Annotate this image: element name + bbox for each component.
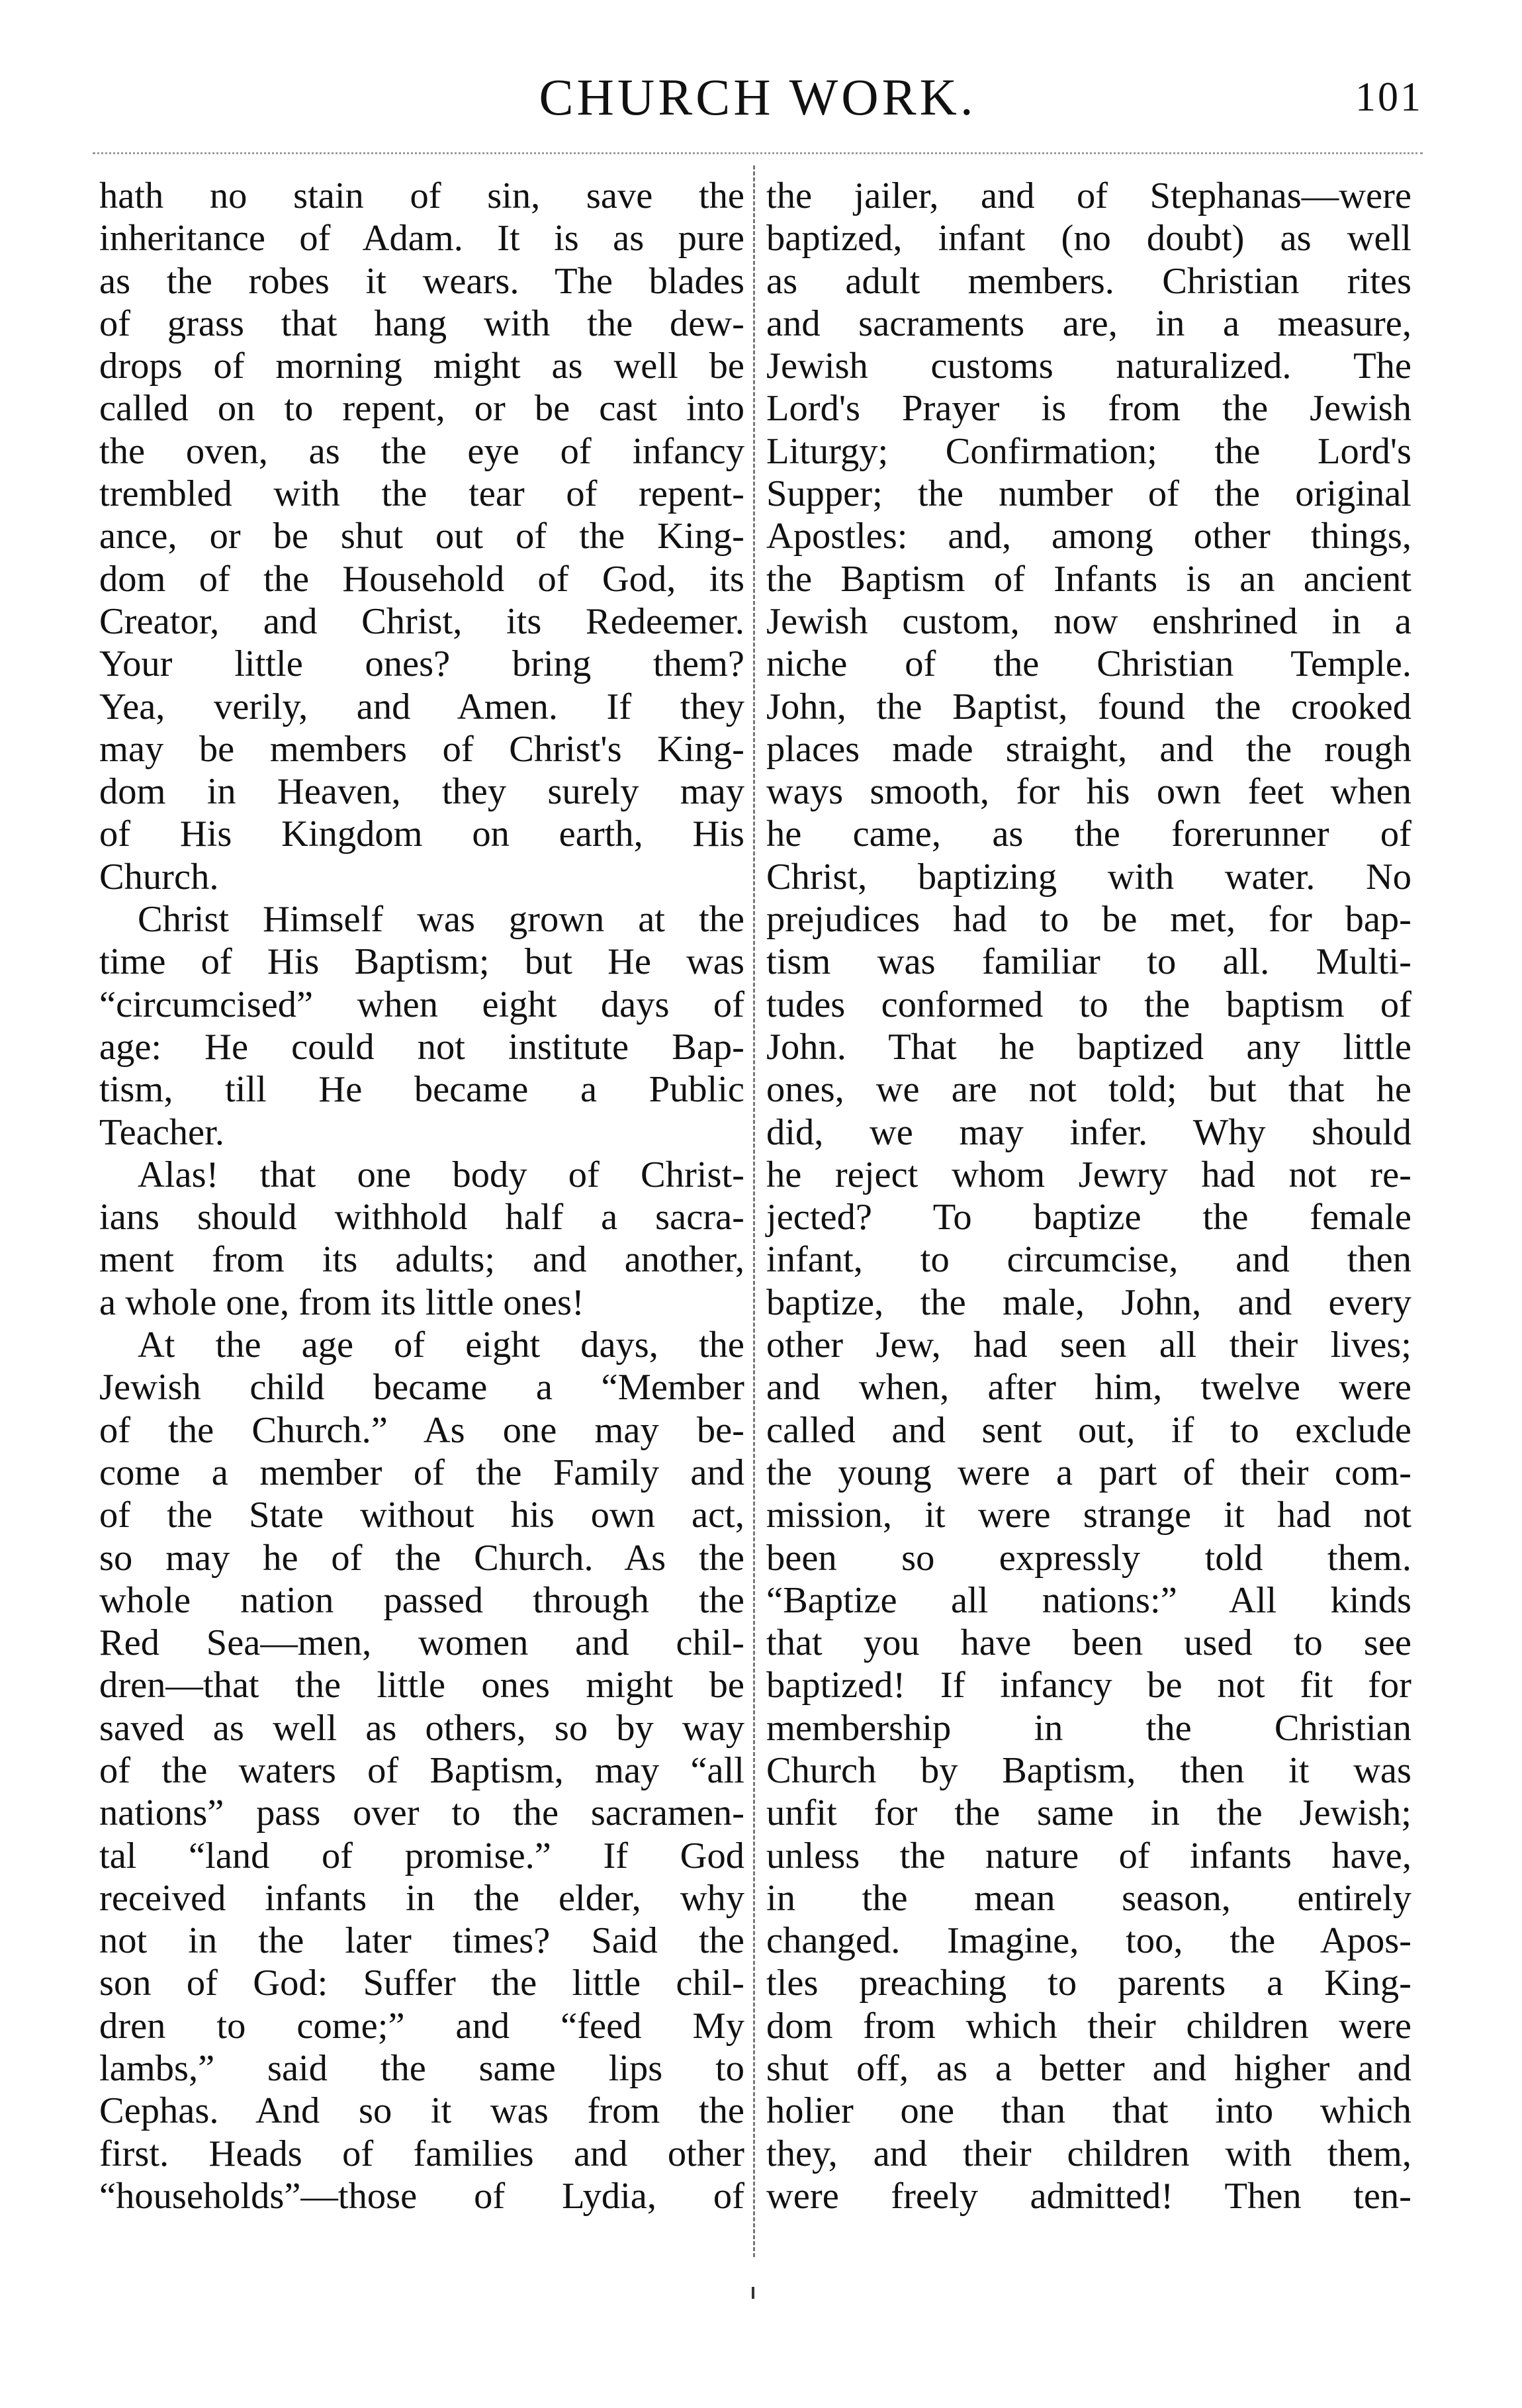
text-line: John. That he baptized any little xyxy=(766,1026,1411,1068)
text-line: been so expressly told them. xyxy=(766,1537,1411,1579)
text-line: Christ Himself was grown at the xyxy=(138,899,744,941)
text-line: Church. xyxy=(99,856,219,898)
text-line: received infants in the elder, why xyxy=(99,1877,744,1919)
text-line: Your little ones? bring them? xyxy=(99,643,744,685)
text-line: hath no stain of sin, save the xyxy=(99,175,744,216)
text-line: lambs,” said the same lips to xyxy=(99,2048,744,2090)
text-line: tudes conformed to the baptism of xyxy=(766,984,1411,1025)
text-line: baptized, infant (no doubt) as well xyxy=(766,218,1411,259)
text-line: in the mean season, entirely xyxy=(766,1877,1411,1919)
text-line: dom from which their children were xyxy=(766,2005,1411,2047)
text-line: baptize, the male, John, and every xyxy=(766,1281,1411,1323)
right-text-column xyxy=(766,175,1411,2217)
text-line: tal “land of promise.” If God xyxy=(99,1835,744,1876)
text-line: come a member of the Family and xyxy=(99,1452,744,1493)
text-line: Creator, and Christ, its Redeemer. xyxy=(99,600,744,642)
text-line: John, the Baptist, found the crooked xyxy=(766,686,1411,727)
text-line: places made straight, and the rough xyxy=(766,728,1411,770)
text-line: may be members of Christ's King- xyxy=(99,728,744,770)
text-line: did, we may infer. Why should xyxy=(766,1111,1411,1153)
text-line: and sacraments are, in a measure, xyxy=(766,302,1411,344)
text-line: trembled with the tear of repent- xyxy=(99,473,744,515)
text-line: dren to come;” and “feed My xyxy=(99,2005,744,2047)
text-line: dren—that the little ones might be xyxy=(99,1665,744,1706)
text-line: membership in the Christian xyxy=(766,1707,1411,1749)
text-line: ance, or be shut out of the King- xyxy=(99,516,744,557)
text-line: unfit for the same in the Jewish; xyxy=(766,1792,1411,1834)
text-line: Lord's Prayer is from the Jewish xyxy=(766,388,1411,430)
text-line: Jewish customs naturalized. The xyxy=(766,346,1411,387)
text-line: mission, it were strange it had not xyxy=(766,1495,1411,1536)
text-line: the young were a part of their com- xyxy=(766,1452,1411,1493)
left-text-column xyxy=(99,175,744,2217)
text-line: and when, after him, twelve were xyxy=(766,1367,1411,1409)
text-line: holier one than that into which xyxy=(766,2090,1411,2132)
text-line: Alas! that one body of Christ- xyxy=(138,1154,744,1195)
text-line: Jewish child became a “Member xyxy=(99,1367,744,1409)
text-line: Jewish custom, now enshrined in a xyxy=(766,600,1411,642)
text-line: Supper; the number of the original xyxy=(766,473,1411,515)
text-line: son of God: Suffer the little chil- xyxy=(99,1963,744,2004)
text-line: of the waters of Baptism, may “all xyxy=(99,1749,744,1791)
text-line: ians should withhold half a sacra- xyxy=(99,1197,744,1238)
text-line: changed. Imagine, too, the Apos- xyxy=(766,1920,1411,1962)
text-line: “circumcised” when eight days of xyxy=(99,984,744,1025)
header-rule xyxy=(93,152,1423,154)
text-line: he reject whom Jewry had not re- xyxy=(766,1154,1411,1195)
text-line: age: He could not institute Bap- xyxy=(99,1026,744,1068)
text-line: of the State without his own act, xyxy=(99,1495,744,1536)
text-line: ment from its adults; and another, xyxy=(99,1239,744,1281)
text-line: saved as well as others, so by way xyxy=(99,1707,744,1749)
text-line: first. Heads of families and other xyxy=(99,2133,744,2174)
text-line: “Baptize all nations:” All kinds xyxy=(766,1579,1411,1621)
running-head xyxy=(93,61,1423,134)
text-line: of the Church.” As one may be- xyxy=(99,1409,744,1451)
text-line: infant, to circumcise, and then xyxy=(766,1239,1411,1281)
text-line: dom in Heaven, they surely may xyxy=(99,771,744,813)
text-line: whole nation passed through the xyxy=(99,1579,744,1621)
text-line: drops of morning might as well be xyxy=(99,346,744,387)
text-line: ones, we are not told; but that he xyxy=(766,1069,1411,1111)
text-line: At the age of eight days, the xyxy=(138,1324,744,1366)
text-line: they, and their children with them, xyxy=(766,2133,1411,2174)
running-title: CHURCH WORK. xyxy=(539,68,977,126)
text-line: “households”—those of Lydia, of xyxy=(99,2175,744,2217)
text-line: baptized! If infancy be not fit for xyxy=(766,1665,1411,1706)
text-line: inheritance of Adam. It is as pure xyxy=(99,218,744,259)
text-line: Yea, verily, and Amen. If they xyxy=(99,686,744,727)
text-line: not in the later times? Said the xyxy=(99,1920,744,1962)
text-line: called and sent out, if to exclude xyxy=(766,1409,1411,1451)
column-divider xyxy=(753,165,755,2257)
text-line: as the robes it wears. The blades xyxy=(99,260,744,302)
text-line: Teacher. xyxy=(99,1111,224,1153)
text-line: shut off, as a better and higher and xyxy=(766,2048,1411,2090)
text-line: as adult members. Christian rites xyxy=(766,260,1411,302)
text-line: prejudices had to be met, for bap- xyxy=(766,899,1411,941)
footer-mark xyxy=(752,2287,754,2299)
text-line: unless the nature of infants have, xyxy=(766,1835,1411,1876)
text-line: called on to repent, or be cast into xyxy=(99,388,744,430)
text-line: of grass that hang with the dew- xyxy=(99,302,744,344)
text-line: time of His Baptism; but He was xyxy=(99,941,744,983)
text-line: so may he of the Church. As the xyxy=(99,1537,744,1579)
text-line: he came, as the forerunner of xyxy=(766,813,1411,855)
text-line: dom of the Household of God, its xyxy=(99,558,744,600)
text-line: tism, till He became a Public xyxy=(99,1069,744,1111)
text-line: the Baptism of Infants is an ancient xyxy=(766,558,1411,600)
text-line: Apostles: and, among other things, xyxy=(766,516,1411,557)
text-line: Church by Baptism, then it was xyxy=(766,1749,1411,1791)
text-line: the jailer, and of Stephanas—were xyxy=(766,175,1411,216)
text-line: Liturgy; Confirmation; the Lord's xyxy=(766,430,1411,472)
text-line: that you have been used to see xyxy=(766,1622,1411,1664)
text-line: tism was familiar to all. Multi- xyxy=(766,941,1411,983)
text-line: niche of the Christian Temple. xyxy=(766,643,1411,685)
page-number: 101 xyxy=(1355,75,1423,120)
text-line: a whole one, from its little ones! xyxy=(99,1281,584,1323)
text-line: Red Sea—men, women and chil- xyxy=(99,1622,744,1664)
text-line: of His Kingdom on earth, His xyxy=(99,813,744,855)
text-line: tles preaching to parents a King- xyxy=(766,1963,1411,2004)
text-line: Christ, baptizing with water. No xyxy=(766,856,1411,898)
text-line: the oven, as the eye of infancy xyxy=(99,430,744,472)
text-line: Cephas. And so it was from the xyxy=(99,2090,744,2132)
text-line: other Jew, had seen all their lives; xyxy=(766,1324,1411,1366)
text-line: nations” pass over to the sacramen- xyxy=(99,1792,744,1834)
text-line: ways smooth, for his own feet when xyxy=(766,771,1411,813)
text-line: were freely admitted! Then ten- xyxy=(766,2175,1411,2217)
text-line: jected? To baptize the female xyxy=(766,1197,1411,1238)
